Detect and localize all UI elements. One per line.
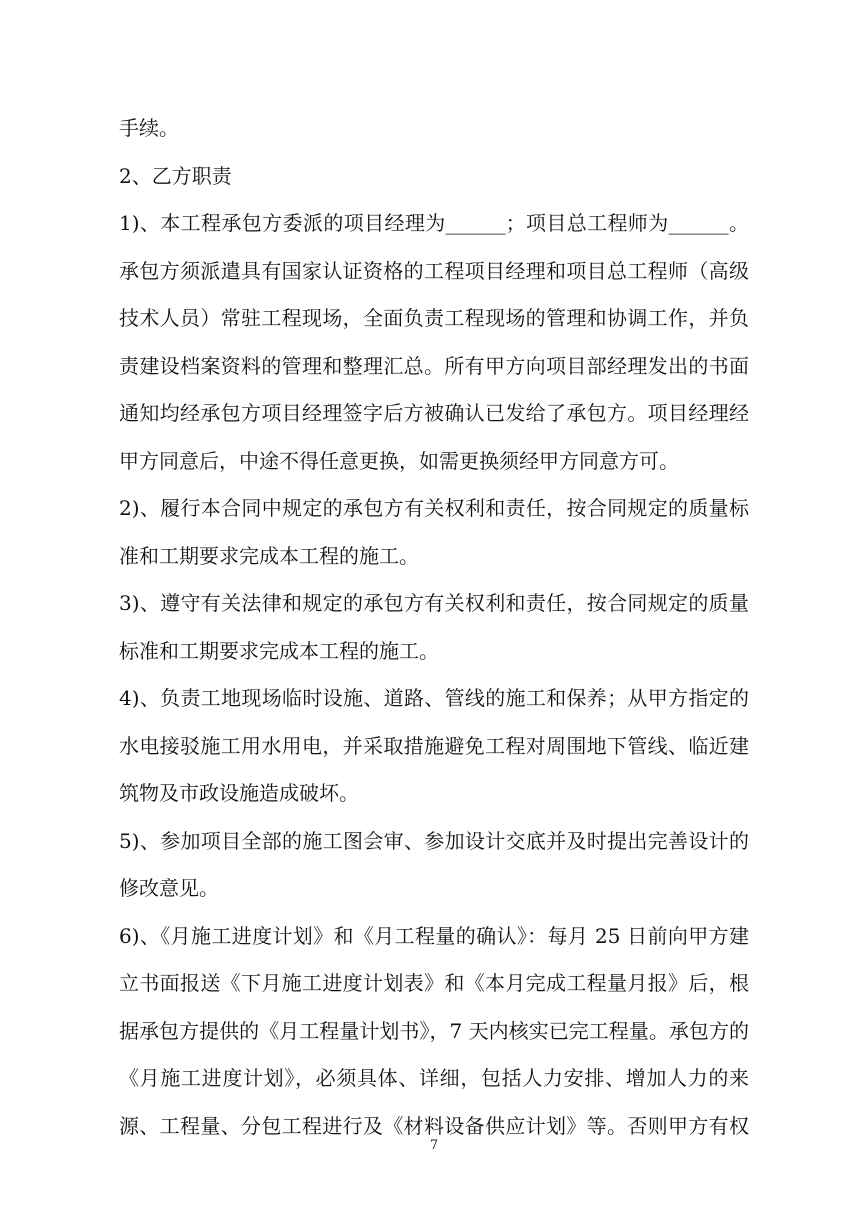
text-line: 甲方同意后，中途不得任意更换，如需更换须经甲方同意方可。 bbox=[119, 448, 679, 473]
text-line: 筑物及市政设施造成破坏。 bbox=[119, 781, 359, 805]
page-number: 7 bbox=[429, 1138, 439, 1153]
text-line: 2、乙方职责 bbox=[119, 163, 232, 188]
text-line: 3)、遵守有关法律和规定的承包方有关权利和责任，按合同规定的质量 bbox=[119, 591, 749, 615]
text-line: 承包方须派遣具有国家认证资格的工程项目经理和项目总工程师（高级 bbox=[119, 258, 749, 283]
text-line: 通知均经承包方项目经理签字后方被确认已发给了承包方。项目经理经 bbox=[119, 401, 749, 425]
text-line: 4)、负责工地现场临时设施、道路、管线的施工和保养；从甲方指定的 bbox=[119, 686, 749, 710]
text-line: 6)、《月施工进度计划》和《月工程量的确认》：每月 25 日前向甲方建 bbox=[119, 923, 749, 948]
text-line: 据承包方提供的《月工程量计划书》，7 天内核实已完工程量。承包方的 bbox=[119, 1018, 749, 1043]
text-line: 《月施工进度计划》，必须具体、详细，包括人力安排、增加人力的来 bbox=[119, 1066, 749, 1090]
text-line: 标准和工期要求完成本工程的施工。 bbox=[119, 638, 439, 663]
text-line: 立书面报送《下月施工进度计划表》和《本月完成工程量月报》后，根 bbox=[119, 971, 749, 995]
document-body bbox=[119, 105, 749, 1150]
text-line: 修改意见。 bbox=[119, 876, 219, 900]
text-line: 2)、履行本合同中规定的承包方有关权利和责任，按合同规定的质量标 bbox=[119, 496, 749, 520]
text-line: 5)、参加项目全部的施工图会审、参加设计交底并及时提出完善设计的 bbox=[119, 828, 749, 853]
text-line: 技术人员）常驻工程现场，全面负责工程现场的管理和协调工作，并负 bbox=[119, 306, 749, 330]
text-line: 水电接驳施工用水用电，并采取措施避免工程对周围地下管线、临近建 bbox=[119, 733, 749, 758]
text-line: 手续。 bbox=[119, 116, 179, 140]
text-line: 1)、本工程承包方委派的项目经理为______；项目总工程师为______。 bbox=[119, 211, 749, 235]
text-line: 源、工程量、分包工程进行及《材料设备供应计划》等。否则甲方有权 bbox=[119, 1113, 749, 1138]
text-line: 准和工期要求完成本工程的施工。 bbox=[119, 543, 419, 568]
text-line: 责建设档案资料的管理和整理汇总。所有甲方向项目部经理发出的书面 bbox=[119, 353, 749, 378]
